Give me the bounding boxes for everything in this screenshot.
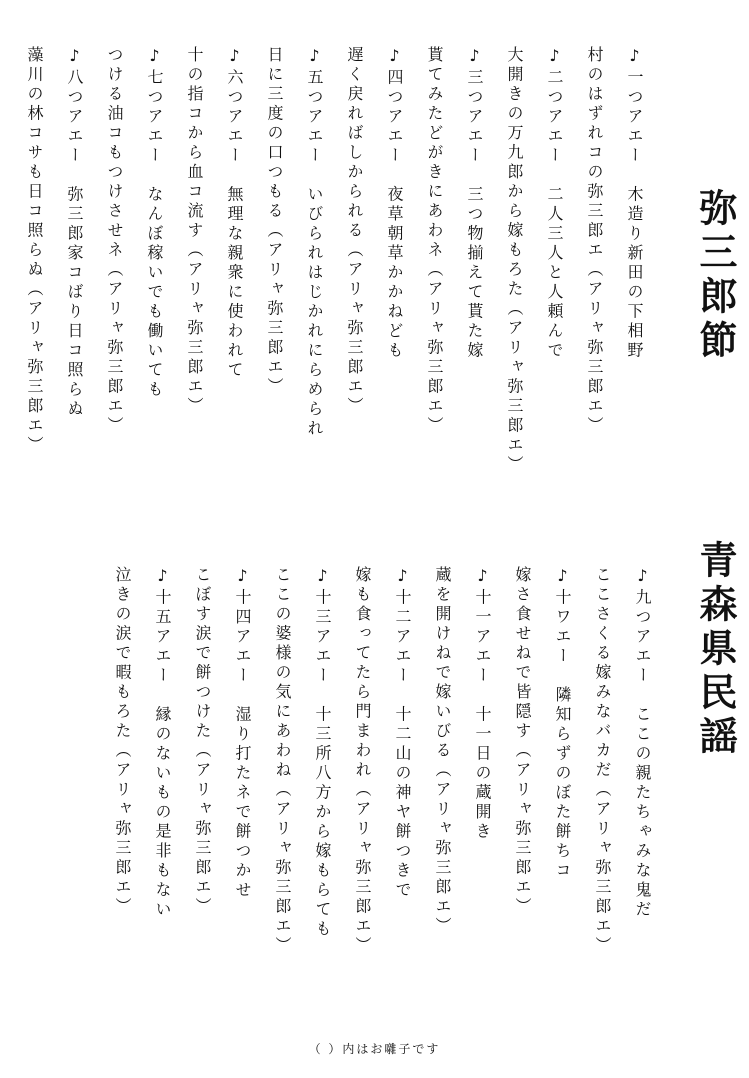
verse-line: ♪二つアエー 二人三人と人頼んで xyxy=(545,46,564,361)
verse-line: ここさくる嫁みなバカだ（アリャ弥三郎エ） xyxy=(593,566,612,956)
verse-line: 遅く戻ればしかられる（アリャ弥三郎エ） xyxy=(345,46,364,417)
verse-line: 大開きの万九郎から嫁もろた（アリャ弥三郎エ） xyxy=(505,46,524,475)
verse-line: ♪十三アエー 十三所八方から嫁もらても xyxy=(313,566,332,940)
verse-line: ♪十一アエー 十一日の蔵開き xyxy=(473,566,492,842)
verse-line: 十の指コから血コ流す（アリャ弥三郎エ） xyxy=(185,46,204,417)
verse-line: 村のはずれコの弥三郎エ（アリャ弥三郎エ） xyxy=(585,46,604,436)
verse-line: 嫁さ食せねで皆隠す（アリャ弥三郎エ） xyxy=(513,566,532,917)
verse-line: こぼす涙で餅つけた（アリャ弥三郎エ） xyxy=(193,566,212,917)
verse-line: ♪八つアエー 弥三郎家コばり日コ照らぬ xyxy=(65,46,84,420)
verse-line: ♪五つアエー いびられはじかれにらめられ xyxy=(305,46,324,439)
verse-line: ここの婆様の気にあわね（アリャ弥三郎エ） xyxy=(273,566,292,956)
verse-line: ♪三つアエー 三つ物揃えて貰た嫁 xyxy=(465,46,484,361)
verse-line: ♪四つアエー 夜草朝草かかねども xyxy=(385,46,404,361)
verse-line: ♪九つアエー ここの親たちゃみな鬼だ xyxy=(633,566,652,920)
verse-line: ♪一つアエー 木造り新田の下相野 xyxy=(625,46,644,361)
song-origin: 青森県民謡 xyxy=(693,540,738,760)
verse-line: ♪十二アエー 十二山の神ヤ餅つきで xyxy=(393,566,412,901)
verse-line: 嫁も食ってたら門まわれ（アリャ弥三郎エ） xyxy=(353,566,372,956)
verse-line: 蔵を開けねで嫁いびる（アリャ弥三郎エ） xyxy=(433,566,452,937)
verse-line: 日に三度の口つもる（アリャ弥三郎エ） xyxy=(265,46,284,397)
verse-line: ♪十四アエー 湿り打たネで餅つかせ xyxy=(233,566,252,901)
verse-line: つける油コもつけさせネ（アリャ弥三郎エ） xyxy=(105,46,124,436)
verse-line: ♪十五アエー 縁のないもの是非もない xyxy=(153,566,172,920)
footnote: （ ）内はお囃子です xyxy=(308,1042,441,1056)
verse-line: ♪六つアエー 無理な親衆に使われて xyxy=(225,46,244,381)
song-title: 弥三郎節 xyxy=(693,188,738,364)
verse-line: 藻川の林コサも日コ照らぬ（アリャ弥三郎エ） xyxy=(25,46,44,456)
verse-line: ♪七つアエー なんぼ稼いでも働いても xyxy=(145,46,164,400)
verse-line: 貰てみたどがきにあわネ（アリャ弥三郎エ） xyxy=(425,46,444,436)
verse-line: ♪十ワエー 隣知らずのぼた餅ちコ xyxy=(553,566,572,881)
verse-line: 泣きの涙で暇もろた（アリャ弥三郎エ） xyxy=(113,566,132,917)
